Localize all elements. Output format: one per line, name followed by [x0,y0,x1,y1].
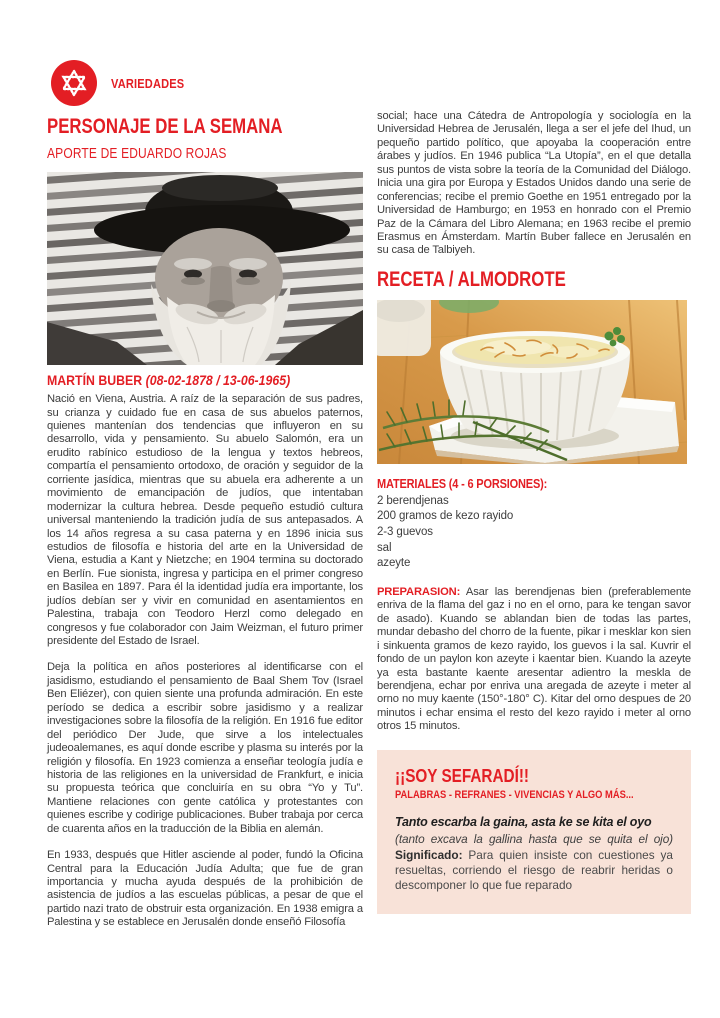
material-item: sal [377,541,392,554]
materials-title: MATERIALES (4 - 6 PORSIONES): [377,476,548,491]
recipe-title: RECETA / ALMODROTE [377,267,566,291]
star-of-david-glyph [59,68,89,98]
sefaradi-subtitle: PALABRAS - REFRANES - VIVENCIAS Y ALGO MÁS... [395,788,634,801]
martin-buber-portrait-illustration [47,172,363,365]
bio-paragraph-1: Nació en Viena, Austria. A raíz de la separación de sus padres, su crianza y cuidado fue en casa de sus abuelos paternos, quienes mantenían dos tendencias que influyeron en su desarrollo, vida y pensamiento. Su abuelo Salomón, era un erudito rabínico estudioso de la lengua y textos hebreos, compartía el pensamiento ortodoxo, de oración y seguidor de la corriente jasídica, mientras que su abuela era adherente a un movimiento de emancipación de judíos, que intentaban modernizar la cultura hebrea. Desde pequeño estudió cultura universal manteniendo la tradición judía de sus antepasados. A los 14 años regresa a su casa paterna y en 1896 inicia sus estudios de filosofía e historia del arte en la Universidad de Viena, estudia a Kant y Nietzche; en 1904 termina su doctorado en Berlín. Fue sionista, ingresa y participa en el primer congreso en Basilea en 1897. Para él la identidad judía era importante, los judíos debían ser y vivir en comunidad en asentamientos en Palestina, trabaja con Teodoro Herzl como delegado en congresos y fue colaborador con Jaim Weizman, el futuro primer presidente del Estado de Israel. [47,393,363,648]
material-item: 200 gramos de kezo rayido [377,510,514,523]
preparation-paragraph [377,586,691,734]
proverb-translation: (tanto excava la gallina hasta que se quita el ojo) [395,831,673,846]
page-subtitle: APORTE DE EDUARDO ROJAS [47,145,227,163]
material-item: 2 berendjenas [377,494,449,507]
material-item: 2-3 guevos [377,526,433,539]
section-header [51,60,197,106]
person-name-line [47,372,363,388]
preparation-label: PREPARASION: [377,585,461,598]
left-column [47,116,363,930]
materials-section [377,477,691,572]
star-of-david-icon [51,60,97,106]
martin-buber-photo [47,172,363,365]
bio-paragraph-3: En 1933, después que Hitler asciende al poder, fundó la Oficina Central para la Educación Judía Adulta; que fue de gran importancia y mucha ayuda después de la prohibición de asistencia de judíos a las escuelas públicas, a pesar de que el partido nazi trato de obstruir esta organización. En 1938 emigra a Palestina y se establece en Jerusalén donde enseñó Filosofía [47,849,363,929]
almodrote-dish-illustration [377,300,687,464]
materials-list [377,494,691,572]
cheese-topping [455,336,615,364]
preparation-text: Asar las berendjenas bien (preferablemente enriva de la flama del gaz i no en el orno, para ke tengan savor de asado). Kuando se ablandan bien de todas las partes, mundar debasho del chorro de la fuente, pikar i mesklar kon sien i sinkuenta gramos de kezo rayido, los guevos i la sal. Kuvrir el fondo de un paylon kon azeyte i kaentar bien. Kuando la azeyte ya esta bastante kaente aresentar adientro la meskla de berendjena, echar por enriva una aregada de azeyte i meter al orno no muy kaente (150°-180° C). Kitar del orno despues de 20 minutos i echar ensima el resto del kezo rayido i meter al orno otros 15 minutos. [377,585,691,733]
soy-sefaradi-box [377,750,691,914]
right-column [377,110,691,914]
meaning-label: Significado: [395,847,463,862]
bio-paragraph-continuation: social; hace una Cátedra de Antropología y sociología en la Universidad Hebrea de Jerusalén, llega a ser el jefe del Ihud, un pequeño partido político, que apoyaba la cooperación entre árabes y judíos. En 1946 publica “La Utopía”, en el que detalla sus puntos de vista sobre la teoría de la Comunidad del Diálogo. Inicia una gira por Europa y Estados Unidos dando una serie de conferencias; recibe el premio Goethe en 1951 entregado por la Universidad de Hamburgo; en 1953 en honrado con el Premio Paz de la Cámara del Libro Alemana; en 1963 recibe el premio Erasmus en Ámsterdam. Martín Buber fallece en Jerusalén en su casa de Talbiyeh. [377,110,691,257]
person-name: MARTÍN BUBER [47,372,143,389]
proverb-meaning [395,848,673,894]
proverb-text: Tanto escarba la gaina, asta ke se kita el oyo [395,814,652,829]
bio-paragraph-2: Deja la política en años posteriores al identificarse con el jasidismo, estudiando el pensamiento de Baal Shem Tov (Israel Ben Eliézer), con quien siente una profunda admiración. En este período se dedica a escribir sobre jasidismo y a realizar investigaciones sobre la filosofía de la religión. En 1916 fue editor del periódico Der Jude, que sirve a los intelectuales judeoalemanes, es aquí donde escribe y plasma su interés por la religión y filosofía. En 1923 comienza a enseñar teología judía e historia de las religiones en la universidad de Frankfurt, e inicia su propuesta teórica que concluiría en su obra “Yo y Tu”. Mantiene relaciones con gente católica y protestantes con quienes escribe y codirige publicaciones. Buber trabaja por cerca de cuarenta años en la traducción de la Biblia en alemán. [47,661,363,835]
page-title: PERSONAJE DE LA SEMANA [47,115,283,138]
person-dates: (08-02-1878 / 13-06-1965) [145,372,291,389]
sefaradi-title: ¡¡SOY SEFARADÍ!! [395,765,530,786]
meaning-text: Para quien insiste con cuestiones ya resueltas, corriendo el riesgo de reabrir heridas o descomponer lo que fue reparado [395,847,673,893]
recipe-photo [377,300,691,464]
section-label: VARIEDADES [111,75,185,91]
material-item: azeyte [377,557,411,570]
